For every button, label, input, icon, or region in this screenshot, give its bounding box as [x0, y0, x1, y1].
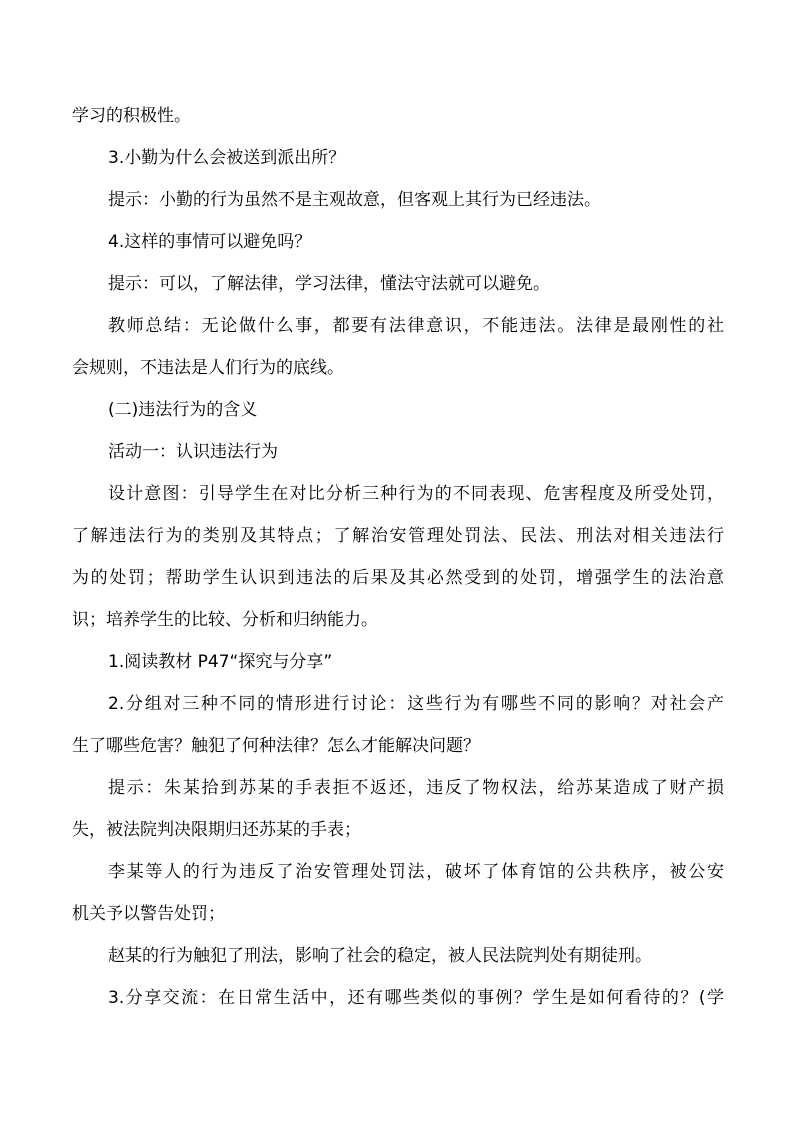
- text-line: 会规则，不违法是人们行为的底线。: [72, 358, 344, 378]
- text-line: 机关予以警告处罚；: [72, 904, 225, 924]
- hint-case-zhao: 赵某的行为触犯了刑法，影响了社会的稳定，被人民法院判处有期徒刑。: [108, 946, 652, 966]
- hint-3: 提示：小勤的行为虽然不是主观故意，但客观上其行为已经违法。: [108, 190, 601, 210]
- teacher-summary: 教师总结：无论做什么事，都要有法律意识，不能违法。法律是最刚性的社: [108, 316, 724, 336]
- question-3: 3.小勤为什么会被送到派出所？: [108, 148, 346, 168]
- hint-4: 提示：可以，了解法律，学习法律，懂法守法就可以避免。: [108, 274, 550, 294]
- design-intent: 设计意图：引导学生在对比分析三种行为的不同表现、危害程度及所受处罚，: [108, 484, 724, 504]
- text-line: 失，被法院判决限期归还苏某的手表；: [72, 820, 361, 840]
- text-line: 生了哪些危害？触犯了何种法律？怎么才能解决问题？: [72, 736, 480, 756]
- hint-case-zhu: 提示：朱某拾到苏某的手表拒不返还，违反了物权法，给苏某造成了财产损: [108, 778, 724, 798]
- text-line: 学习的积极性。: [72, 106, 191, 126]
- hint-case-li: 李某等人的行为违反了治安管理处罚法，破坏了体育馆的公共秩序，被公安: [108, 862, 724, 882]
- section-heading: (二)违法行为的含义: [108, 400, 258, 420]
- step-1: 1.阅读教材 P47“探究与分享”: [108, 652, 333, 672]
- activity-heading: 活动一：认识违法行为: [108, 442, 278, 462]
- text-line: 为的处罚；帮助学生认识到违法的后果及其必然受到的处罚，增强学生的法治意: [72, 568, 724, 588]
- question-4: 4.这样的事情可以避免吗？: [108, 232, 312, 252]
- text-line: 了解违法行为的类别及其特点；了解治安管理处罚法、民法、刑法对相关违法行: [72, 526, 724, 546]
- text-line: 识；培养学生的比较、分析和归纳能力。: [72, 610, 378, 630]
- step-3: 3.分享交流：在日常生活中，还有哪些类似的事例？学生是如何看待的？(学: [108, 988, 724, 1008]
- step-2: 2.分组对三种不同的情形进行讨论：这些行为有哪些不同的影响？对社会产: [108, 694, 724, 714]
